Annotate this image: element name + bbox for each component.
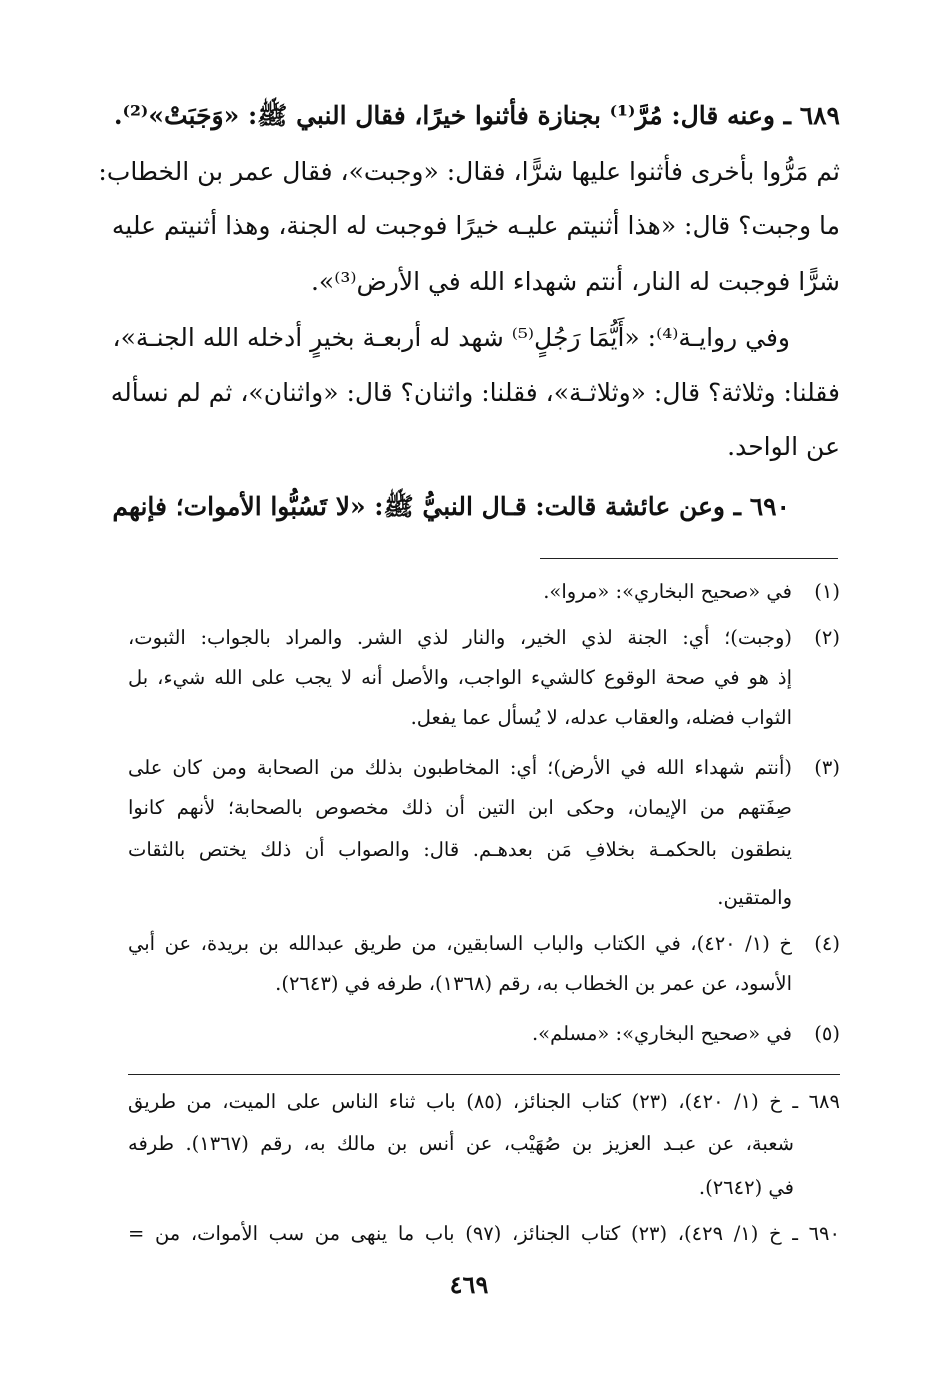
source-689-line-3: في (٢٦٤٢). [698, 1176, 794, 1199]
footnote-3-line-4: والمتقين. [717, 886, 792, 909]
footnote-2-line-3: الثواب فضله، والعقاب عدله، لا يُسأل عما يفعل. [410, 706, 792, 729]
hadith-689-line-2: ثم مَرُّوا بأخرى فأثنوا عليها شرًّا، فقال: «وجبت»، فقال عمر بن الخطاب: [98, 157, 840, 186]
footnote-4-line-1: خ (١/ ٤٢٠)، في الكتاب والباب السابقين، من طريق عبدالله بن بريدة، عن أبي [128, 932, 792, 955]
footnote-marker-2: (٢) [814, 626, 840, 649]
footnote-separator [540, 558, 838, 559]
narration-line-2: فقلنا: وثلاثة؟ قال: «وثلاثـة»، فقلنا: واثنان؟ قال: «واثنان»، ثم لم نسأله [110, 378, 840, 407]
hadith-690-line-1: ٦٩٠ ـ وعن عائشة قالت: قـال النبيُّ ﷺ: «لا تَسُبُّوا الأموات؛ فإنهم [112, 492, 790, 521]
hadith-689-line-1: ٦٨٩ ـ وعنه قال: مُرَّ⁽¹⁾ بجنازة فأثنوا خيرًا، فقال النبي ﷺ: «وَجَبَتْ»⁽²⁾. [113, 101, 840, 130]
hadith-689-line-3: ما وجبت؟ قال: «هذا أثنيتم عليـه خيرًا فوجبت له الجنة، وهذا أثنيتم عليه [111, 211, 840, 240]
footnote-1-line-1: في «صحيح البخاري»: «مروا». [543, 580, 792, 603]
hadith-689-line-4: شرًّا فوجبت له النار، أنتم شهداء الله في الأرض⁽³⁾». [310, 267, 840, 296]
sources-separator [128, 1074, 840, 1075]
footnote-3-line-2: صِفَتهم من الإيمان، وحكى ابن التين أن ذلك مخصوص بالصحابة؛ لأنهم كانوا [128, 796, 792, 819]
footnote-marker-1: (١) [814, 580, 840, 603]
narration-line-1: وفي روايـة⁽⁴⁾: «أَيُّمَا رَجُلٍ⁽⁵⁾ شهد له أربعـة بخيرٍ أدخله الله الجنـة»، [112, 323, 790, 352]
footnote-marker-4: (٤) [814, 932, 840, 955]
source-689-line-1: ٦٨٩ ـ خ (١/ ٤٢٠)، (٢٣) كتاب الجنائز، (٨٥) باب ثناء الناس على الميت، من طريق [128, 1090, 840, 1113]
page-number: ٤٦٩ [449, 1270, 489, 1299]
footnote-marker-3: (٣) [814, 756, 840, 779]
source-690-line-1: ٦٩٠ ـ خ (١/ ٤٢٩)، (٢٣) كتاب الجنائز، (٩٧) باب ما ينهى من سب الأموات، من = [128, 1222, 840, 1245]
footnote-2-line-2: إذ هو في صحة الوقوع كالشيء الواجب، والأصل أنه لا يجب على الله شيء، بل [128, 666, 792, 689]
footnote-3-line-3: ينطقون بالحكمـة بخلافِ مَن بعدهـم. قال: والصواب أن ذلك يختص بالثقات [128, 838, 792, 861]
source-689-line-2: شعبة، عن عبـد العزيز بن صُهَيْب، عن أنس بن مالك به، رقم (١٣٦٧). طرفه [128, 1132, 795, 1155]
footnote-3-line-1: (أنتم شهداء الله في الأرض)؛ أي: المخاطبون بذلك من الصحابة ومن كان على [128, 756, 792, 779]
footnote-2-line-1: (وجبت)؛ أي: الجنة لذي الخير، والنار لذي الشر. والمراد بالجواب: الثبوت، [128, 626, 792, 649]
footnote-marker-5: (٥) [814, 1022, 840, 1045]
narration-line-3: عن الواحد. [727, 432, 840, 461]
footnote-5-line-1: في «صحيح البخاري»: «مسلم». [531, 1022, 792, 1045]
footnote-4-line-2: الأسود، عن عمر بن الخطاب به، رقم (١٣٦٨)، طرفه في (٢٦٤٣). [275, 972, 792, 995]
